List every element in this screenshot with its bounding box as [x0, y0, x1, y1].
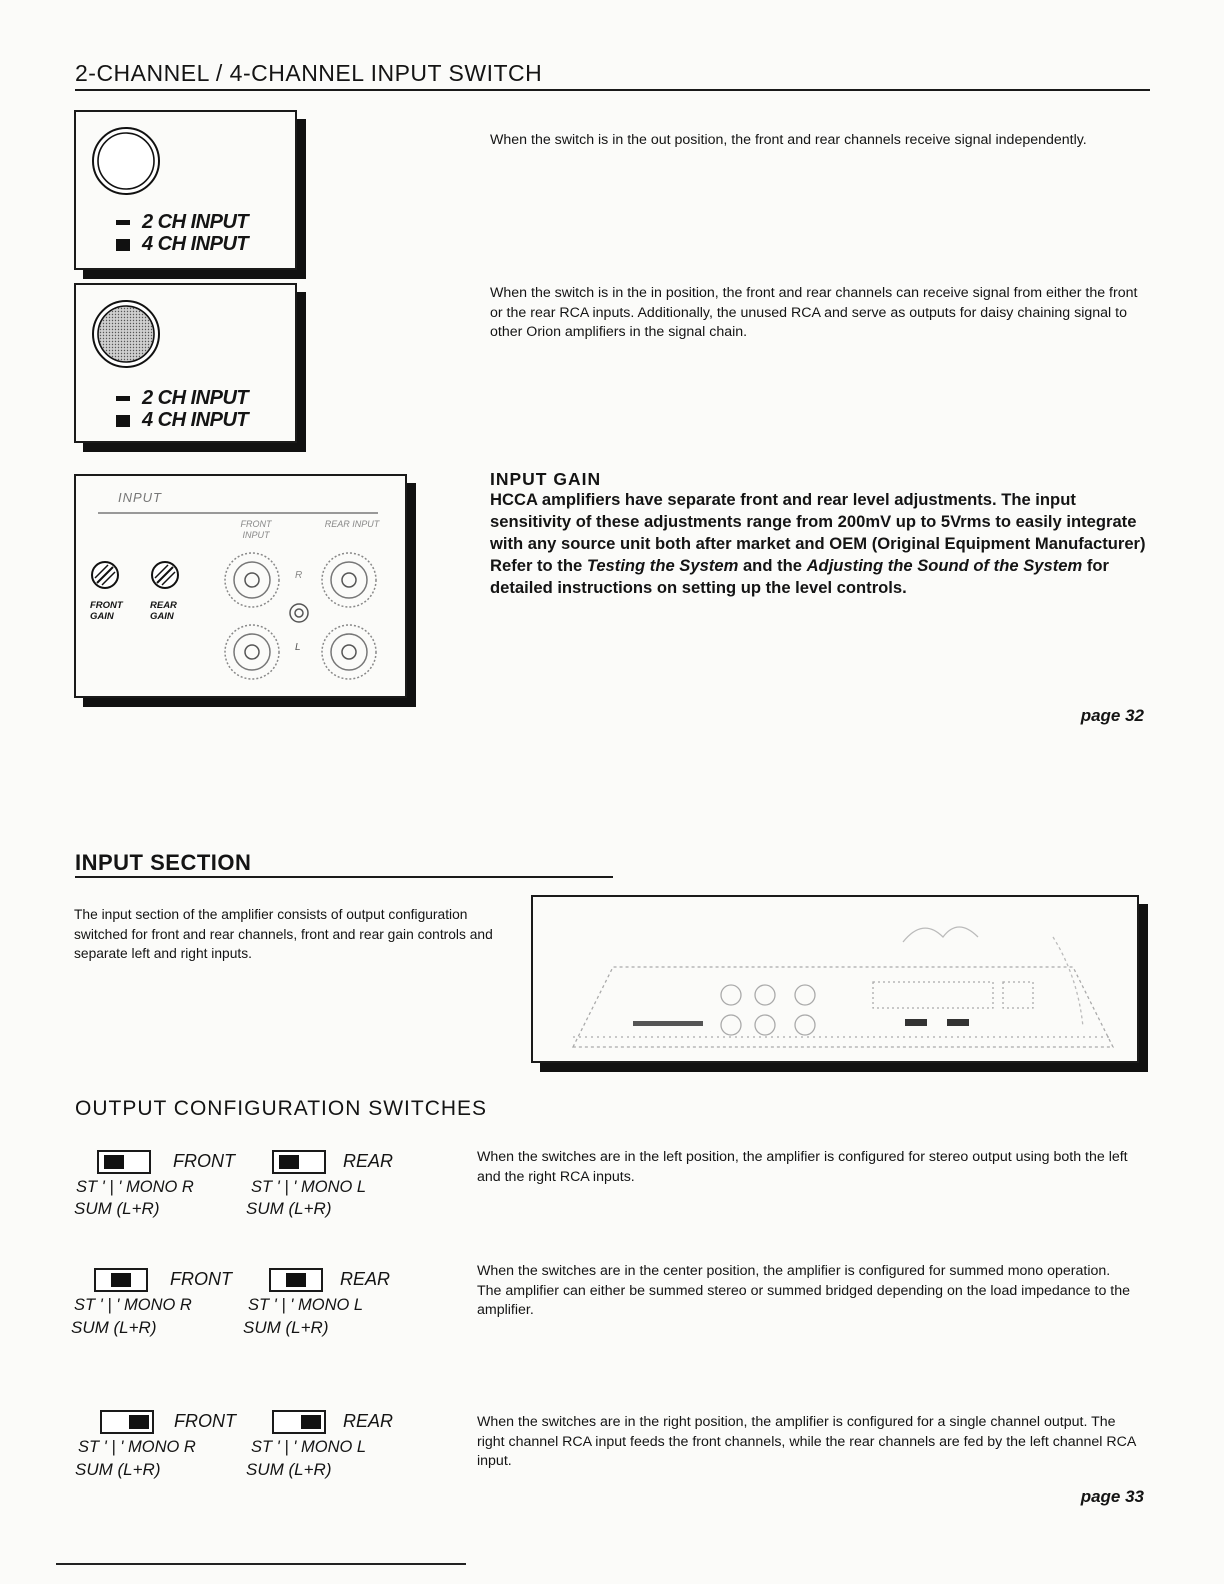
front-switch-left: [97, 1150, 151, 1174]
rear-switch-center: [269, 1268, 323, 1292]
center-jack-icon: [288, 602, 310, 624]
front-positions: ST ' | ' MONO R: [78, 1438, 196, 1456]
rear-sum-label: SUM (L+R): [246, 1199, 332, 1218]
left-channel-label: L: [295, 642, 301, 653]
rca-front-right-icon: [222, 550, 282, 610]
rear-positions: ST ' | ' MONO L: [251, 1178, 367, 1196]
front-positions: ST ' | ' MONO R: [74, 1296, 192, 1314]
switch-button-in-icon: [90, 298, 162, 370]
switch-in-panel: [74, 283, 297, 443]
switch-group-right: [0, 1410, 470, 1490]
switch-out-description: When the switch is in the out position, the front and rear channels receive signal independently.: [490, 132, 1087, 148]
square-mark-icon: [116, 415, 130, 427]
testing-system-reference: Testing the System: [586, 556, 739, 575]
switch-in-description: When the switch is in the in position, the front and rear channels can receive signal from either the front or the rear RCA inputs. Additionally, the unused RCA and serve as outputs for daisy chaining signal to other Orion amplifiers in the signal chain.: [490, 285, 1138, 340]
switch-out-panel: [74, 110, 297, 270]
rear-gain-knob-icon: [150, 560, 180, 590]
switch-button-out-icon: [90, 125, 162, 197]
input-gain-text: HCCA amplifiers have separate front and rear level adjustments. The input sensitivity of these adjustments range from 200mV up to 5Vrms to easily integrate with any source unit both after market and OEM (Original Equipment Manufacturer) Refer to the Testing the System and the Adjusting the Sound of the System for detailed instructions on setting up the level controls.: [490, 490, 1146, 597]
front-switch-center: [94, 1268, 148, 1292]
rear-label: REAR: [343, 1151, 394, 1171]
rear-positions: ST ' | ' MONO L: [248, 1296, 364, 1314]
rear-switch-left: [272, 1150, 326, 1174]
switch-knob: [111, 1273, 131, 1287]
left-position-description: When the switches are in the left position, the amplifier is configured for stereo output using both the left and the right RCA inputs.: [477, 1149, 1128, 1185]
input-section-rule: [75, 876, 613, 878]
page-number-32: page 32: [1080, 706, 1144, 725]
page-number-33: page 33: [1080, 1487, 1144, 1506]
rear-sum-label: SUM (L+R): [246, 1460, 332, 1479]
switch-group-left: [0, 1150, 470, 1230]
square-mark-icon: [116, 239, 130, 251]
amplifier-illustration: [531, 895, 1139, 1063]
front-label: FRONT: [170, 1269, 232, 1289]
rear-label: REAR: [340, 1269, 391, 1289]
bottom-edge-line: [56, 1563, 466, 1565]
panel-divider: [98, 512, 378, 514]
dash-mark-icon: [116, 396, 130, 401]
section-title-output-config: OUTPUT CONFIGURATION SWITCHES: [75, 1097, 488, 1120]
switch-knob: [129, 1415, 149, 1429]
section-title-input-section: INPUT SECTION: [75, 850, 252, 875]
right-channel-label: R: [295, 570, 303, 581]
rear-gain-label: REAR GAIN: [150, 600, 177, 622]
adjusting-sound-reference: Adjusting the Sound of the System: [806, 556, 1083, 575]
input-panel-title: INPUT: [118, 490, 162, 505]
front-gain-label: FRONT GAIN: [90, 600, 123, 622]
rca-rear-right-icon: [319, 550, 379, 610]
front-gain-knob-icon: [90, 560, 120, 590]
switch-knob: [104, 1155, 124, 1169]
switch-knob: [286, 1273, 306, 1287]
rear-switch-right: [272, 1410, 326, 1434]
rca-front-left-icon: [222, 622, 282, 682]
amplifier-face-icon: [533, 897, 1137, 1061]
label-4ch-input: 4 CH INPUT: [116, 233, 248, 255]
label-2ch-input: 2 CH INPUT: [116, 387, 248, 409]
section-title-input-switch: 2-CHANNEL / 4-CHANNEL INPUT SWITCH: [75, 60, 543, 86]
front-switch-right: [100, 1410, 154, 1434]
front-positions: ST ' | ' MONO R: [76, 1178, 194, 1196]
front-label: FRONT: [174, 1411, 236, 1431]
front-sum-label: SUM (L+R): [71, 1318, 157, 1337]
rca-rear-left-icon: [319, 622, 379, 682]
input-section-description: The input section of the amplifier consists of output configuration switched for front and rear channels, front and rear gain controls and separate left and right inputs.: [74, 907, 493, 961]
front-sum-label: SUM (L+R): [75, 1460, 161, 1479]
center-position-description: When the switches are in the center position, the amplifier is configured for summed mono operation. The amplifier can either be summed stereo or summed bridged depending on the load impedance to the amplifier.: [477, 1263, 1131, 1318]
rear-positions: ST ' | ' MONO L: [251, 1438, 367, 1456]
rear-input-label: REAR INPUT: [324, 519, 380, 529]
label-4ch-input: 4 CH INPUT: [116, 409, 248, 431]
rear-label: REAR: [343, 1411, 394, 1431]
front-input-label: FRONT INPUT: [240, 519, 272, 540]
front-sum-label: SUM (L+R): [74, 1199, 160, 1218]
label-2ch-input: 2 CH INPUT: [116, 211, 248, 233]
input-gain-heading: INPUT GAIN: [490, 469, 602, 489]
switch-group-center: [0, 1268, 470, 1348]
right-position-description: When the switches are in the right position, the amplifier is configured for a single channel output. The right channel RCA input feeds the front channels, while the rear channels are fed by the left channel RCA input.: [477, 1414, 1136, 1469]
front-label: FRONT: [173, 1151, 235, 1171]
dash-mark-icon: [116, 220, 130, 225]
input-panel-illustration: [74, 474, 407, 698]
title-rule: [75, 89, 1150, 91]
switch-knob: [301, 1415, 321, 1429]
rear-sum-label: SUM (L+R): [243, 1318, 329, 1337]
switch-knob: [279, 1155, 299, 1169]
